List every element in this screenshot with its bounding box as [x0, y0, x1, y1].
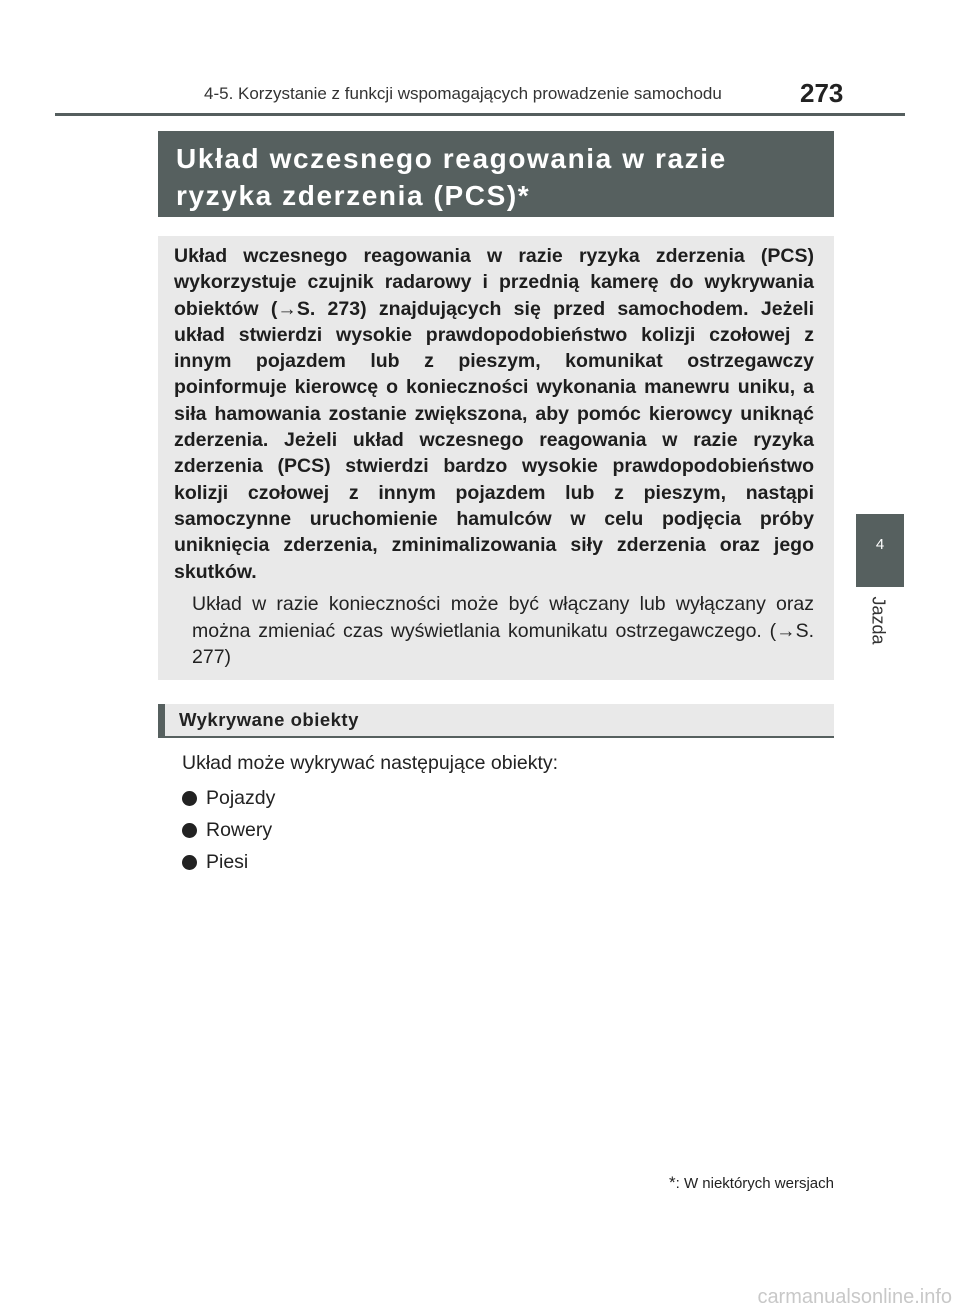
- header-section-title: 4-5. Korzystanie z funkcji wspomagających prowadzenie samochodu: [204, 84, 722, 103]
- detected-objects-list: [182, 782, 275, 878]
- chapter-label-wrap: [866, 592, 890, 652]
- section-heading-text: Wykrywane obiekty: [179, 709, 359, 730]
- list-item-label: Pojazdy: [206, 786, 276, 809]
- footnote: [669, 1173, 834, 1193]
- section-heading: [158, 704, 834, 738]
- watermark: carmanualsonline.info: [757, 1286, 952, 1308]
- chapter-number: 4: [875, 536, 885, 553]
- intro-note-paragraph: Układ w razie konieczności może być włączany lub wyłączany oraz można zmieniać czas wyświetlania komunikatu ostrzegawczego. (→S. 277): [192, 593, 814, 668]
- intro-bold-paragraph: Układ wczesnego reagowania w razie ryzyka zderzenia (PCS) wykorzystuje czujnik radarowy i przednią kamerę do wykrywania obiektów (→S. 273) znajdujących się przed samochodem. Jeżeli układ stwierdzi wysokie prawdopodobieństwo kolizji czołowej z innym pojazdem lub z pieszym, komunikat ostrzegawczy poinformuje kierowcę o konieczności wykonania manewru uniku, a siła hamowania zostanie zwiększona, aby pomóc kierowcy uniknąć zderzenia. Jeżeli układ wczesnego reagowania w razie ryzyka zderzenia (PCS) stwierdzi bardzo wysokie prawdopodobieństwo kolizji czołowej z innym pojazdem lub z pieszym, nastąpi samoczynne uruchomienie hamulców w celu podjęcia próby uniknięcia zderzenia, zminimalizowania siły zderzenia oraz jego skutków.: [174, 245, 814, 583]
- bullet-icon: [182, 823, 197, 838]
- list-item-label: Rowery: [206, 818, 273, 841]
- chapter-tab: [856, 514, 904, 587]
- chapter-label: Jazda: [868, 596, 889, 645]
- list-item-label: Piesi: [206, 850, 249, 873]
- footnote-text: : W niektórych wersjach: [675, 1175, 834, 1192]
- list-item: [182, 846, 275, 878]
- intro-box: [158, 236, 834, 680]
- list-item: [182, 782, 275, 814]
- page-title: Układ wczesnego reagowania w razie ryzyka zderzenia (PCS)*: [176, 143, 727, 211]
- bullet-icon: [182, 855, 197, 870]
- footnote-mark: *: [668, 1173, 676, 1192]
- page-number: 273: [800, 78, 844, 108]
- bullet-icon: [182, 791, 197, 806]
- header-rule: [55, 113, 905, 116]
- title-box: [158, 131, 834, 217]
- list-item: [182, 814, 275, 846]
- section-intro: Układ może wykrywać następujące obiekty:: [182, 752, 559, 774]
